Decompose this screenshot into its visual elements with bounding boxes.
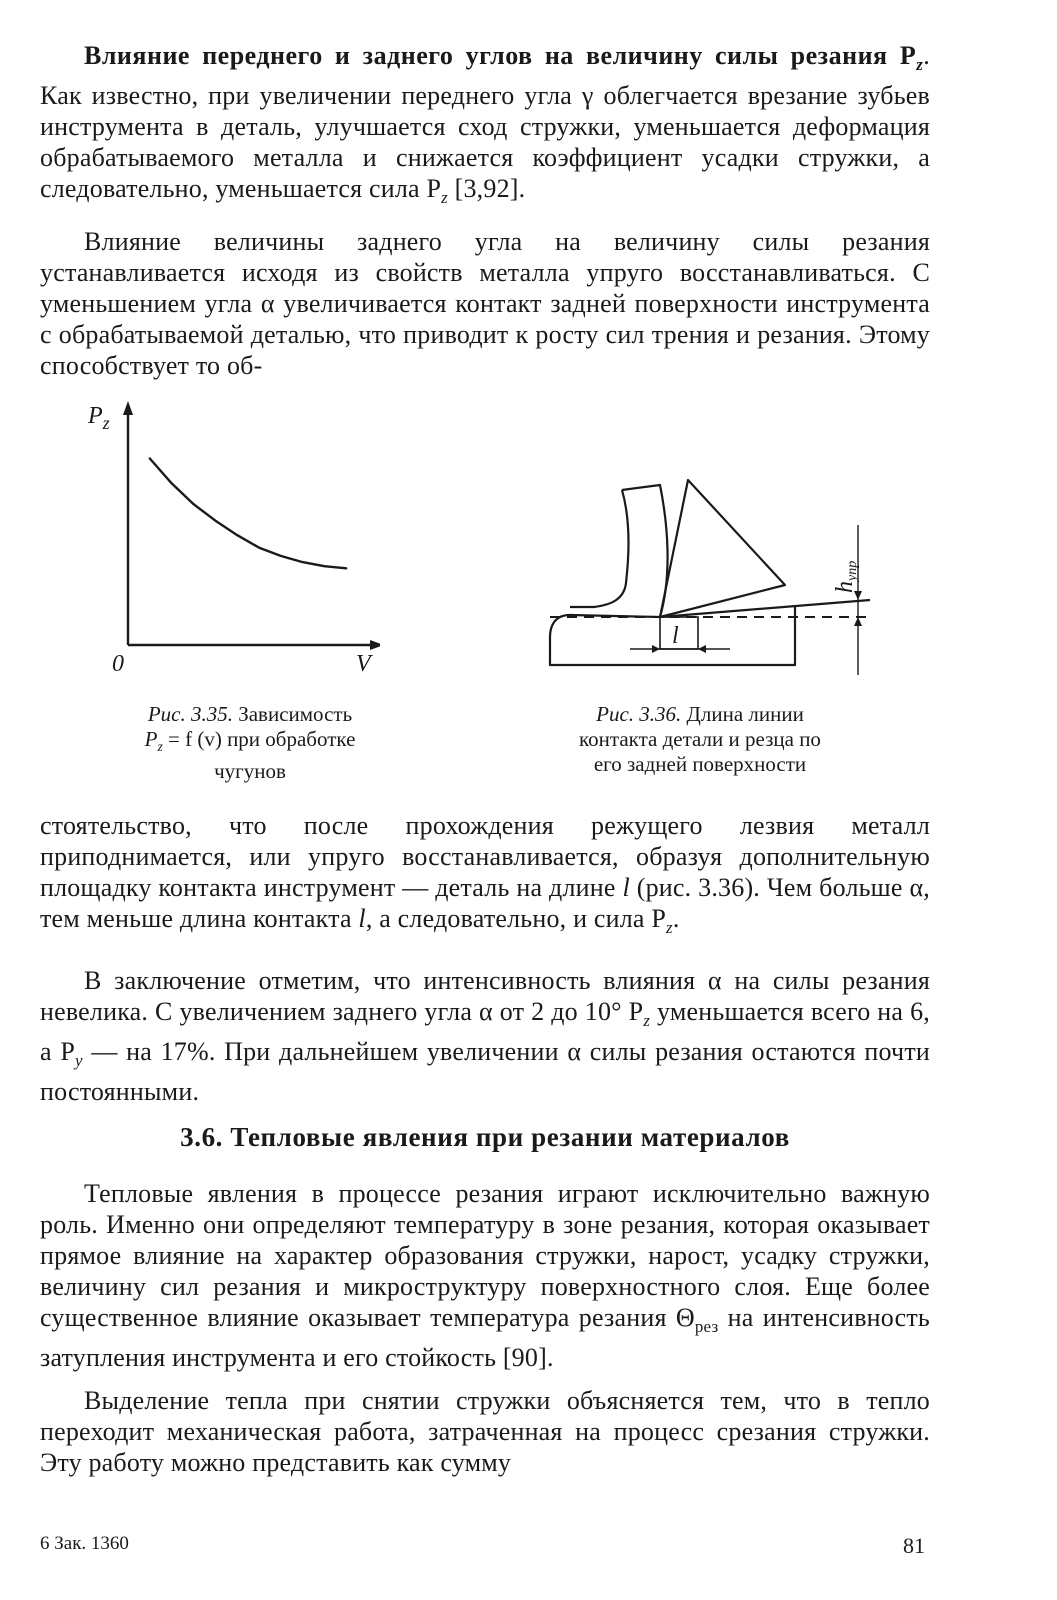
x-axis-label: V (356, 651, 371, 677)
paragraph-4-a: В заключение отметим, что интенсивность влияния α на силы резания невелика. С увеличением заднего угла α от 2 до 10° P (40, 966, 930, 1026)
figure-3-36-caption-line1: Длина линии (681, 702, 804, 726)
y-axis-label: $P_z$ (88, 403, 110, 433)
paragraph-1: Влияние переднего и заднего углов на величину силы резания $P_z$. Как известно, при увеличении переднего угла γ облегчается врезание зубьев инструмента в деталь, улучшается сход стружки, уменьшается деформация обрабатываемого металла и снижается коэффициент усадки стружки, а следовательно, уменьшается сила $P_z$ [3,92]. (40, 41, 930, 208)
figure-3-35-caption-label: Рис. 3.35. (147, 702, 233, 726)
figure-3-35-caption (95, 702, 405, 784)
figure-3-35-caption-line3: чугунов (214, 759, 286, 784)
elastic-height-label: hупр (832, 560, 860, 593)
paragraph-3-mid: (рис. 3.36). Чем больше α, тем меньше длина контакта (40, 873, 930, 933)
paragraph-3-tail: , а следовательно, и сила P (365, 904, 667, 933)
contact-length-label: l (672, 623, 679, 649)
figure-3-35-caption-pz: P (144, 727, 158, 751)
section-heading: 3.6. Тепловые явления при резании материалов (180, 1122, 790, 1152)
paragraph-3 (40, 810, 930, 943)
paragraph-5-a: Тепловые явления в процессе резания играют исключительно важную роль. Именно они определяют температуру в зоне резания, которая оказывает прямое влияние на характер образования стружки, нарост, усадку стружки, величину сил резания и микроструктуру поверхностного слоя. Еще более существенное влияние оказывает температура резания Θ (40, 1179, 930, 1332)
contact-length-box (660, 617, 698, 649)
y-axis-arrow (123, 401, 133, 415)
figure-3-35-caption-pz-sub: z (157, 739, 163, 755)
figure-3-35-caption-line1: Зависимость (232, 702, 353, 726)
figure-3-35-chart (60, 395, 380, 685)
paragraph-3-text: стоятельство, что после прохождения режущего лезвия металл приподнимается, или упруго восстанавливается, образуя дополнительную площадку контакта инструмент — деталь на длине (40, 811, 930, 902)
contact-length-symbol: l (622, 873, 630, 902)
printer-signature: 6 Зак. 1360 (40, 1533, 129, 1554)
paragraph-5-sub: рез (694, 1317, 719, 1337)
paragraph-4 (40, 965, 930, 1107)
paragraph-6 (40, 1385, 930, 1478)
paragraph-6-text: Выделение тепла при снятии стружки объясняется тем, что в тепло переходит механическая работа, затраченная на процесс срезания стружки. Эту работу можно представить как сумму (40, 1386, 930, 1477)
paragraph-1-body: . Как известно, при увеличении переднего угла γ облегчается врезание зубьев инструмента в деталь, улучшается сход стружки, уменьшается деформация обрабатываемого металла и снижается коэффициент усадки стружки, а следовательно, уменьшается сила P (40, 41, 930, 204)
paragraph-3-sub: z (666, 918, 673, 938)
paragraph-3-end: . (672, 904, 680, 933)
page-number: 81 (903, 1533, 925, 1558)
figure-3-36-caption-line2: контакта детали и резца по (579, 727, 821, 751)
paragraph-2 (40, 226, 930, 381)
figure-3-36-diagram (540, 465, 890, 680)
figure-3-36-caption-label: Рис. 3.36. (596, 702, 682, 726)
x-axis-arrow (370, 640, 380, 650)
paragraph-5 (40, 1178, 930, 1373)
figure-3-36-caption-line3: его задней поверхности (593, 752, 807, 776)
origin-label: 0 (112, 651, 124, 677)
cutting-tool (660, 480, 785, 617)
paragraph-4-a-sub: z (643, 1011, 651, 1031)
paragraph-4-c: — на 17%. При дальнейшем увеличении α силы резания остаются почти постоянными. (40, 1037, 930, 1107)
chart-marks (123, 401, 380, 650)
paragraph-1-ref: [3,92]. (447, 174, 526, 204)
paragraph-2-text: Влияние величины заднего угла на величину силы резания устанавливается исходя из свойств металла упруго восстанавливаться. С уменьшением угла α увеличивается контакт задней поверхности инструмента с обрабатываемой деталью, что приводит к росту сил трения и резания. Этому способствует то об- (40, 227, 930, 380)
paragraph-4-b-sub: y (75, 1051, 83, 1071)
series-line-0 (150, 459, 346, 569)
contact-length-symbol-2: l (358, 904, 366, 933)
figure-3-36-caption (530, 702, 870, 777)
figure-3-35-caption-line2: = f (v) при обработке (162, 727, 356, 751)
chip-inner-edge (570, 490, 629, 607)
paragraph-4-b: уменьшается всего на 6, а P (40, 997, 930, 1067)
paragraph-5-b: на интенсивность затупления инструмента и его стойкость [90]. (40, 1303, 930, 1373)
paragraph-heading: Влияние переднего и заднего углов на величину силы резания $P_z$ (84, 41, 924, 75)
